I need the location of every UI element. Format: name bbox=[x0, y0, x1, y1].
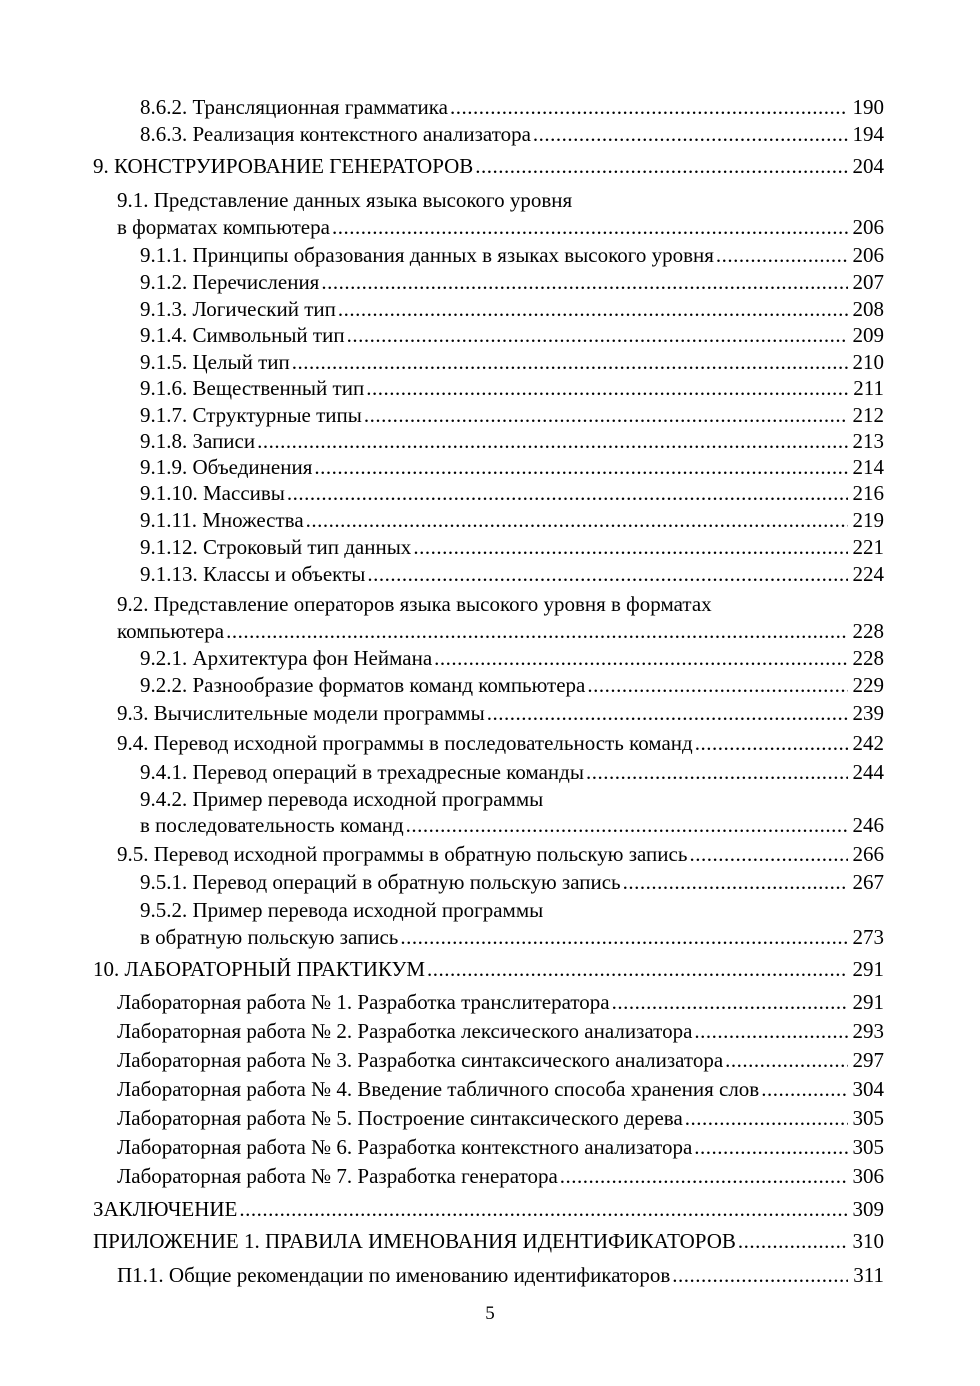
toc-entry-page: 228 bbox=[852, 619, 884, 643]
toc-entry-page: 194 bbox=[852, 122, 884, 146]
toc-entry bbox=[0, 269, 980, 295]
dot-leader bbox=[364, 402, 848, 428]
toc-entry-title: 9.4. Перевод исходной программы в последовательность команд bbox=[117, 731, 693, 755]
toc-entry bbox=[0, 1262, 980, 1288]
toc-entry-title: 9.1.3. Логический тип bbox=[140, 297, 336, 321]
page-number: 5 bbox=[485, 1303, 495, 1324]
dot-leader bbox=[623, 869, 848, 895]
toc-entry bbox=[0, 1228, 980, 1254]
toc-entry bbox=[0, 1134, 980, 1160]
dot-leader bbox=[560, 1163, 848, 1189]
toc-entry-title-line1: 9.4.2. Пример перевода исходной программы bbox=[140, 787, 544, 811]
toc-entry-page: 244 bbox=[852, 760, 884, 784]
dot-leader bbox=[406, 812, 848, 838]
toc-entry bbox=[0, 121, 980, 147]
toc-entry-page: 310 bbox=[852, 1229, 884, 1253]
toc-entry bbox=[0, 480, 980, 506]
toc-entry-page: 297 bbox=[852, 1048, 884, 1072]
dot-leader bbox=[450, 94, 848, 120]
toc-entry-page: 267 bbox=[852, 870, 884, 894]
toc-entry bbox=[0, 956, 980, 982]
toc-entry-title: Лабораторная работа № 2. Разработка лексического анализатора bbox=[117, 1019, 693, 1043]
dot-leader bbox=[695, 730, 848, 756]
toc-entry bbox=[0, 897, 980, 950]
toc-entry bbox=[0, 759, 980, 785]
toc-entry-title: 9. КОНСТРУИРОВАНИЕ ГЕНЕРАТОРОВ bbox=[93, 154, 474, 178]
dot-leader bbox=[725, 1047, 848, 1073]
toc-entry bbox=[0, 1047, 980, 1073]
toc-entry-title: в последовательность команд bbox=[140, 813, 404, 837]
toc-entry-title: 9.1.1. Принципы образования данных в языках высокого уровня bbox=[140, 243, 714, 267]
toc-entry bbox=[0, 1105, 980, 1131]
toc-entry bbox=[0, 869, 980, 895]
toc-entry bbox=[0, 322, 980, 348]
dot-leader bbox=[587, 672, 848, 698]
dot-leader bbox=[321, 269, 848, 295]
toc-entry-page: 212 bbox=[852, 403, 884, 427]
toc-entry bbox=[0, 1076, 980, 1102]
toc-entry-title: 9.1.10. Массивы bbox=[140, 481, 285, 505]
dot-leader bbox=[685, 1105, 848, 1131]
toc-entry bbox=[0, 507, 980, 533]
toc-entry-title: 9.1.7. Структурные типы bbox=[140, 403, 362, 427]
dot-leader bbox=[338, 296, 848, 322]
dot-leader bbox=[612, 989, 848, 1015]
toc-entry-title: 9.1.4. Символьный тип bbox=[140, 323, 345, 347]
toc-entry bbox=[0, 349, 980, 375]
dot-leader bbox=[434, 645, 848, 671]
toc-entry-title: Лабораторная работа № 4. Введение табличного способа хранения слов bbox=[117, 1077, 760, 1101]
toc-entry-title: 9.1.8. Записи bbox=[140, 429, 256, 453]
toc-entry-title: ПРИЛОЖЕНИЕ 1. ПРАВИЛА ИМЕНОВАНИЯ ИДЕНТИФИКАТОРОВ bbox=[93, 1229, 736, 1253]
toc-entry bbox=[0, 242, 980, 268]
toc-entry-page: 207 bbox=[852, 270, 884, 294]
dot-leader bbox=[475, 153, 848, 179]
toc-entry-page: 208 bbox=[852, 297, 884, 321]
dot-leader bbox=[347, 322, 848, 348]
toc-entry-title-line1: 9.5.2. Пример перевода исходной программы bbox=[140, 898, 544, 922]
toc-entry-page: 291 bbox=[852, 957, 884, 981]
toc-entry bbox=[0, 534, 980, 560]
dot-leader bbox=[292, 349, 848, 375]
toc-entry-page: 305 bbox=[852, 1135, 884, 1159]
toc-entry-page: 228 bbox=[852, 646, 884, 670]
dot-leader bbox=[226, 618, 848, 644]
toc-entry-title: 9.1.12. Строковый тип данных bbox=[140, 535, 412, 559]
toc-entry-title: 9.5. Перевод исходной программы в обратную польскую запись bbox=[117, 842, 688, 866]
dot-leader bbox=[314, 454, 848, 480]
toc-entry-title: 9.1.5. Целый тип bbox=[140, 350, 290, 374]
dot-leader bbox=[716, 242, 848, 268]
toc-entry-page: 219 bbox=[852, 508, 884, 532]
dot-leader bbox=[738, 1228, 848, 1254]
toc-entry-title: Лабораторная работа № 6. Разработка контекстного анализатора bbox=[117, 1135, 693, 1159]
toc-entry bbox=[0, 700, 980, 726]
toc-entry-title: Лабораторная работа № 7. Разработка генератора bbox=[117, 1164, 558, 1188]
dot-leader bbox=[533, 121, 848, 147]
toc-entry-title: 9.1.2. Перечисления bbox=[140, 270, 320, 294]
toc-entry-title: 9.1.13. Классы и объекты bbox=[140, 562, 366, 586]
toc-entry-page: 209 bbox=[852, 323, 884, 347]
toc-entry bbox=[0, 561, 980, 587]
toc-entry-title: компьютера bbox=[117, 619, 225, 643]
toc-entry bbox=[0, 645, 980, 671]
toc-entry-page: 311 bbox=[853, 1263, 884, 1287]
toc-entry-page: 239 bbox=[852, 701, 884, 725]
toc-entry-page: 305 bbox=[852, 1106, 884, 1130]
dot-leader bbox=[239, 1196, 848, 1222]
toc-entry-title: 8.6.3. Реализация контекстного анализатора bbox=[140, 122, 531, 146]
toc-entry bbox=[0, 187, 980, 240]
toc-entry-page: 206 bbox=[852, 243, 884, 267]
toc-entry bbox=[0, 841, 980, 867]
dot-leader bbox=[427, 956, 848, 982]
toc-entry-page: 266 bbox=[852, 842, 884, 866]
toc-entry-page: 309 bbox=[852, 1197, 884, 1221]
toc-entry bbox=[0, 989, 980, 1015]
toc-entry-title: 9.1.9. Объединения bbox=[140, 455, 313, 479]
toc-entry-title: 9.1.6. Вещественный тип bbox=[140, 376, 365, 400]
toc-entry bbox=[0, 428, 980, 454]
dot-leader bbox=[694, 1134, 848, 1160]
dot-leader bbox=[761, 1076, 848, 1102]
toc-entry-page: 291 bbox=[852, 990, 884, 1014]
toc-entry-title: 9.2.1. Архитектура фон Неймана bbox=[140, 646, 433, 670]
toc-entry bbox=[0, 375, 980, 401]
dot-leader bbox=[689, 841, 848, 867]
toc-entry-title: Лабораторная работа № 3. Разработка синтаксического анализатора bbox=[117, 1048, 724, 1072]
toc-entry-title: 9.3. Вычислительные модели программы bbox=[117, 701, 485, 725]
toc-entry bbox=[0, 1163, 980, 1189]
toc-entry bbox=[0, 1018, 980, 1044]
toc-entry-page: 213 bbox=[852, 429, 884, 453]
toc-entry-page: 190 bbox=[852, 95, 884, 119]
toc-entry-title: П1.1. Общие рекомендации по именованию идентификаторов bbox=[117, 1263, 671, 1287]
toc-entry bbox=[0, 1196, 980, 1222]
toc-entry bbox=[0, 153, 980, 179]
toc-entry-page: 304 bbox=[852, 1077, 884, 1101]
toc-entry bbox=[0, 94, 980, 120]
toc-entry-page: 293 bbox=[852, 1019, 884, 1043]
toc-entry-page: 216 bbox=[852, 481, 884, 505]
toc-entry bbox=[0, 402, 980, 428]
toc-entry-title: Лабораторная работа № 1. Разработка транслитератора bbox=[117, 990, 610, 1014]
toc-entry-title: в обратную польскую запись bbox=[140, 925, 399, 949]
toc-entry-title: Лабораторная работа № 5. Построение синтаксического дерева bbox=[117, 1106, 683, 1130]
toc-entry-page: 306 bbox=[852, 1164, 884, 1188]
toc-entry-page: 242 bbox=[852, 731, 884, 755]
toc-entry-page: 246 bbox=[852, 813, 884, 837]
toc-entry-page: 229 bbox=[852, 673, 884, 697]
toc-entry-page: 214 bbox=[852, 455, 884, 479]
dot-leader bbox=[413, 534, 848, 560]
toc-entry-title-line1: 9.2. Представление операторов языка высокого уровня в форматах bbox=[117, 592, 712, 616]
toc-entry bbox=[0, 296, 980, 322]
toc-entry-title: 9.5.1. Перевод операций в обратную польскую запись bbox=[140, 870, 621, 894]
toc-entry-title-line1: 9.1. Представление данных языка высокого уровня bbox=[117, 188, 573, 212]
dot-leader bbox=[367, 561, 848, 587]
dot-leader bbox=[332, 214, 848, 240]
toc-entry-title: 9.4.1. Перевод операций в трехадресные команды bbox=[140, 760, 584, 784]
dot-leader bbox=[366, 375, 848, 401]
toc-entry-title: 9.2.2. Разнообразие форматов команд компьютера bbox=[140, 673, 586, 697]
toc-entry bbox=[0, 672, 980, 698]
dot-leader bbox=[287, 480, 848, 506]
toc-entry-title: в форматах компьютера bbox=[117, 215, 330, 239]
toc-entry-title: 8.6.2. Трансляционная грамматика bbox=[140, 95, 448, 119]
dot-leader bbox=[586, 759, 848, 785]
dot-leader bbox=[694, 1018, 848, 1044]
toc-entry-title: 9.1.11. Множества bbox=[140, 508, 304, 532]
toc-entry bbox=[0, 730, 980, 756]
dot-leader bbox=[672, 1262, 848, 1288]
dot-leader bbox=[487, 700, 848, 726]
toc-entry bbox=[0, 591, 980, 644]
toc-entry-page: 204 bbox=[852, 154, 884, 178]
toc-entry-title: 10. ЛАБОРАТОРНЫЙ ПРАКТИКУМ bbox=[93, 957, 426, 981]
dot-leader bbox=[306, 507, 848, 533]
dot-leader bbox=[257, 428, 848, 454]
dot-leader bbox=[400, 924, 848, 950]
toc-entry bbox=[0, 454, 980, 480]
toc-entry-page: 221 bbox=[852, 535, 884, 559]
toc-entry-page: 273 bbox=[852, 925, 884, 949]
toc-entry-title: ЗАКЛЮЧЕНИЕ bbox=[93, 1197, 238, 1221]
toc-entry-page: 224 bbox=[852, 562, 884, 586]
toc-entry-page: 211 bbox=[853, 376, 884, 400]
toc-entry bbox=[0, 786, 980, 838]
toc-entry-page: 206 bbox=[852, 215, 884, 239]
toc-entry-page: 210 bbox=[852, 350, 884, 374]
